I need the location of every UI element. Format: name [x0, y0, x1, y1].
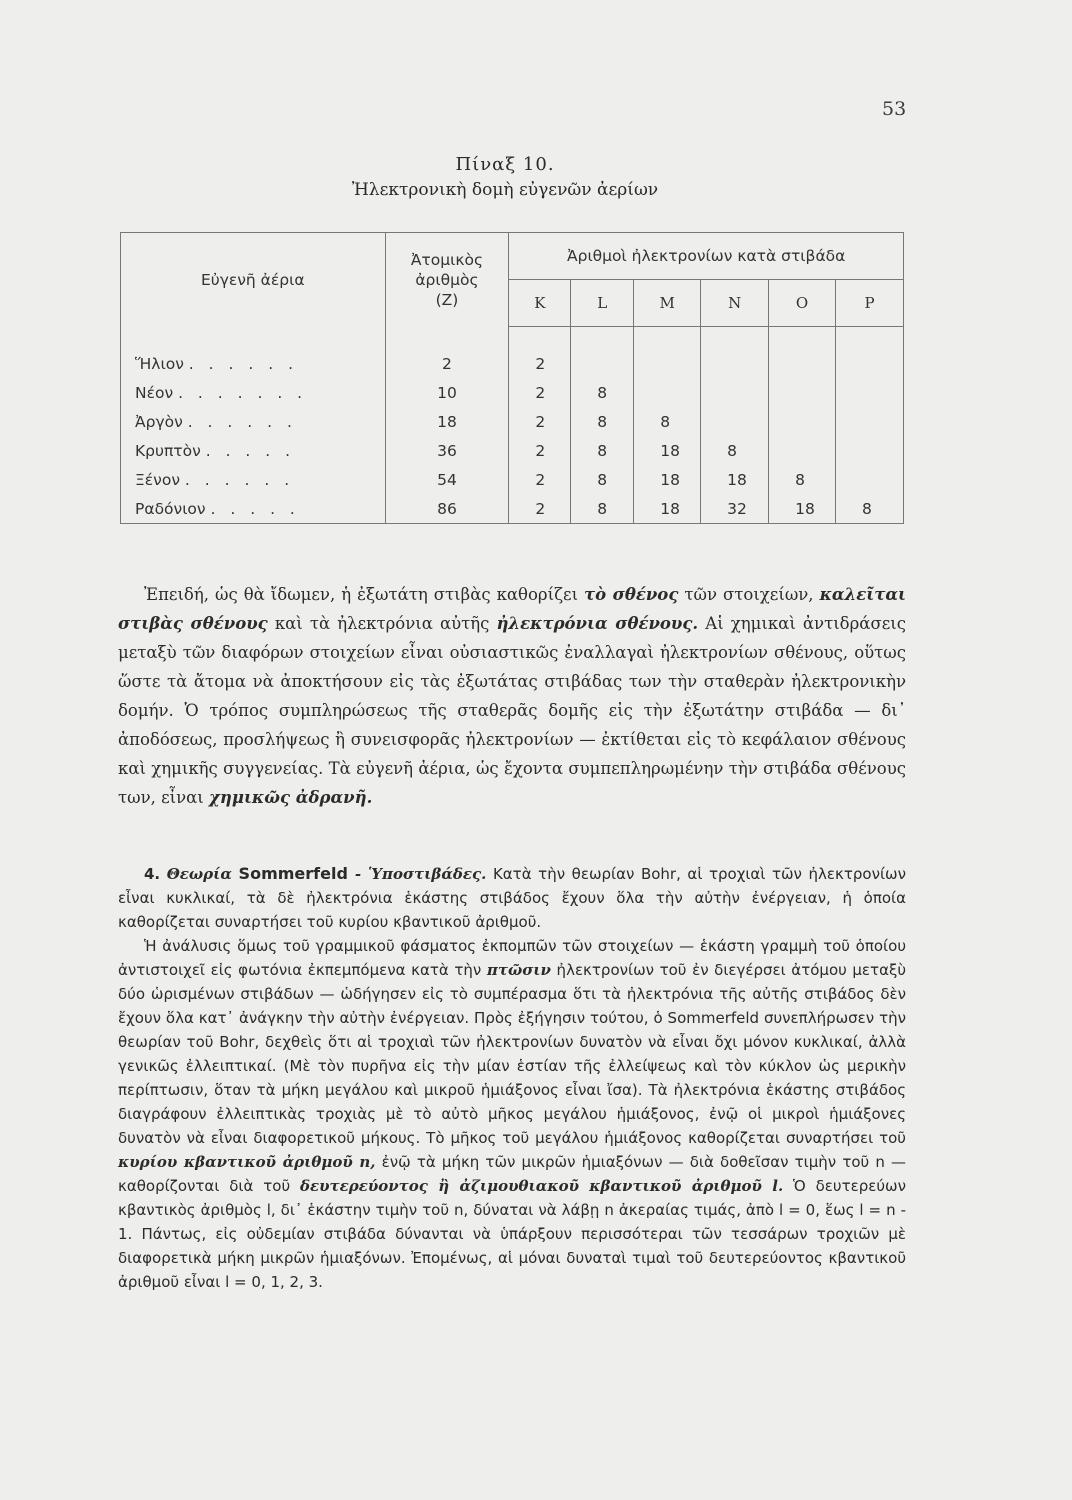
table-row: [121, 349, 904, 378]
term-valence-electrons: ἠλεκτρόνια σθένους.: [496, 614, 699, 633]
gas-name: Ραδόνιον: [135, 499, 206, 518]
gas-name-cell: [121, 494, 386, 524]
shell-count-cell: 2: [509, 407, 571, 436]
atomic-number-cell: 36: [385, 436, 509, 465]
shell-count-cell: 2: [509, 465, 571, 494]
text: καὶ τὰ ἠλεκτρόνια αὐτῆς: [267, 614, 497, 633]
shell-count-cell: 8: [571, 407, 634, 436]
gas-name: Νέον: [135, 383, 174, 402]
section-number: 4.: [144, 865, 161, 883]
shell-count-cell: 18: [634, 494, 701, 524]
shell-count-cell: [634, 378, 701, 407]
gas-name-cell: [121, 349, 386, 378]
shell-count-cell: [769, 349, 836, 378]
shell-count-cell: 18: [769, 494, 836, 524]
shell-header: Μ: [634, 280, 701, 327]
text: Κατὰ τὴν θεωρίαν Bohr, αἱ τροχιαὶ τῶν ἠλεκτρονίων εἶναι κυκλικαί, τὰ δὲ ἠλεκτρόνια ἑκάστης στιβάδος ἔχουν ὅλα τὴν αὐτὴν ἐνέργειαν, ἡ ὁποία καθορίζεται συναρτήσει τοῦ κυρίου κβαντικοῦ ἀριθμοῦ.: [118, 865, 906, 931]
shell-count-cell: 8: [701, 436, 769, 465]
shell-count-cell: [836, 436, 904, 465]
text: Αἱ χημικαὶ ἀντιδράσεις μεταξὺ τῶν διαφόρων στοιχείων εἶναι οὐσιαστικῶς ἐναλλαγαὶ ἠλεκτρονίων σθένους, οὕτως ὥστε τὰ ἄτομα νὰ ἀποκτήσουν εἰς τὰς ἐξωτάτας στιβάδας των τὴν σταθερὰν ἠλεκτρονικὴν δομήν. Ὁ τρόπος συμπληρώσεως τῆς σταθερᾶς δομῆς εἰς τὴν ἐξωτάτην στιβάδα — δι᾿ ἀποδόσεως, προσλήψεως ἢ συνεισφορᾶς ἠλεκτρονίων — ἐκτίθεται εἰς τὸ κεφάλαιον σθένους καὶ χημικῆς συγγενείας. Τὰ εὐγενῆ ἀέρια, ὡς ἔχοντα συμπεπληρωμένην τὴν στιβάδα σθένους των, εἶναι: [118, 614, 906, 807]
page-number: 53: [882, 98, 907, 120]
shell-count-cell: 8: [571, 436, 634, 465]
gas-name: Κρυπτὸν: [135, 441, 201, 460]
term-inert: χημικῶς ἀδρανῆ.: [209, 788, 373, 807]
shell-count-cell: 8: [836, 494, 904, 524]
shell-count-cell: 8: [571, 494, 634, 524]
section-title-a: Θεωρία: [166, 865, 232, 883]
atomic-number-cell: 10: [385, 378, 509, 407]
atomic-number-cell: 2: [385, 349, 509, 378]
gas-name: Ἀργὸν: [135, 412, 183, 431]
atomic-number-cell: 18: [385, 407, 509, 436]
gas-name-cell: [121, 436, 386, 465]
term-fall: πτῶσιν: [486, 961, 551, 979]
header-z-line3: (Ζ): [435, 290, 459, 309]
table-row: [121, 378, 904, 407]
shell-header: Κ: [509, 280, 571, 327]
shell-count-cell: 2: [509, 349, 571, 378]
shell-count-cell: 8: [769, 465, 836, 494]
shell-count-cell: 8: [571, 465, 634, 494]
table-subtitle: Ἠλεκτρονικὴ δομὴ εὐγενῶν ἀερίων: [351, 180, 659, 200]
shell-count-cell: 2: [509, 436, 571, 465]
atomic-number-cell: 54: [385, 465, 509, 494]
leader-dots: . . . . . . .: [178, 383, 308, 402]
shell-count-cell: 18: [701, 465, 769, 494]
text: τῶν στοιχείων,: [678, 585, 820, 604]
header-gases: Εὐγενῆ ἀέρια: [121, 233, 386, 327]
text: Ὁ δευτερεύων κβαντικὸς ἀριθμὸς l, δι᾿ ἑκάστην τιμὴν τοῦ n, δύναται νὰ λάβῃ n ἀκεραίας τιμάς, ἀπὸ l = 0, ἕως l = n - 1. Πάντως, εἰς οὐδεμίαν στιβάδα δύνανται νὰ ὑπάρξουν περισσότεραι τῶν τεσσάρων τροχιῶν μὲ διαφορετικὰ μήκη μικρῶν ἡμιαξόνων. Ἐπομένως, αἱ μόναι δυναταὶ τιμαὶ τοῦ δευτερεύοντος κβαντικοῦ ἀριθμοῦ εἶναι l = 0, 1, 2, 3.: [118, 1177, 906, 1291]
text: ἠλεκτρονίων τοῦ ἐν διεγέρσει ἀτόμου μεταξὺ δύο ὡρισμένων στιβάδων — ὡδήγησεν εἰς τὸ συμπέρασμα ὅτι τὰ ἠλεκτρόνια τῆς αὐτῆς στιβάδος δὲν ἔχουν ὅλα κατ᾿ ἀνάγκην τὴν αὐτὴν ἐνέργειαν. Πρὸς ἐξήγησιν τούτου, ὁ Sommerfeld συνεπλήρωσεν τὴν θεωρίαν τοῦ Bohr, δεχθεὶς ὅτι αἱ τροχιαὶ τῶν ἠλεκτρονίων δυνατὸν νὰ εἶναι ὄχι μόνον κυκλικαί, ἀλλὰ γενικῶς ἐλλειπτικαί. (Μὲ τὸν πυρῆνα εἰς τὴν μίαν ἑστίαν τῆς ἐλλείψεως καὶ τὸν κύκλον ὡς μερικὴν περίπτωσιν, ὅταν τὰ μήκη μεγάλου καὶ μικροῦ ἡμιάξονος εἶναι ἴσα). Τὰ ἠλεκτρόνια ἑκάστης στιβάδος διαγράφουν ἐλλειπτικὰς τροχιὰς μὲ τὸ αὐτὸ μῆκος μεγάλου ἡμιάξονος, ἐνῷ οἱ μικροὶ ἡμιάξονες δυνατὸν νὰ εἶναι διαφορετικοῦ μήκους. Τὸ μῆκος τοῦ μεγάλου ἡμιάξονος καθορίζεται συναρτήσει τοῦ: [118, 961, 907, 1147]
shell-header: Ο: [769, 280, 836, 327]
shell-count-cell: 8: [571, 378, 634, 407]
text: Ἐπειδή, ὡς θὰ ἴδωμεν, ἡ ἐξωτάτη στιβὰς καθορίζει: [144, 585, 585, 604]
header-shells: Ἀριθμοὶ ἠλεκτρονίων κατὰ στιβάδα: [509, 233, 904, 280]
noble-gases-table: [120, 232, 904, 524]
shell-count-cell: [701, 349, 769, 378]
term-azimuthal-qn: δευτερεύοντος ἢ ἀζιμουθιακοῦ κβαντικοῦ ἀριθμοῦ l.: [300, 1177, 784, 1195]
term-principal-qn: κυρίου κβαντικοῦ ἀριθμοῦ n,: [118, 1153, 376, 1171]
shell-count-cell: [769, 436, 836, 465]
table-row: [121, 407, 904, 436]
header-z-line1: Ἀτομικὸς: [410, 250, 484, 269]
shell-count-cell: 2: [509, 494, 571, 524]
term-valence: τὸ σθένος: [584, 585, 679, 604]
atomic-number-cell: 86: [385, 494, 509, 524]
gas-name-cell: [121, 407, 386, 436]
table-title: Πίναξ 10.: [455, 154, 555, 175]
leader-dots: . . . . . .: [188, 354, 298, 373]
gas-name-cell: [121, 465, 386, 494]
leader-dots: . . . . .: [205, 441, 296, 460]
shell-count-cell: [836, 407, 904, 436]
shell-count-cell: [701, 407, 769, 436]
table-row: [121, 436, 904, 465]
shell-count-cell: [769, 407, 836, 436]
shell-header: Ρ: [836, 280, 904, 327]
header-z-line2: ἀριθμὸς: [415, 270, 479, 289]
gas-name-cell: [121, 378, 386, 407]
shell-count-cell: 18: [634, 465, 701, 494]
text: Ἡ ἀνάλυσις ὅμως τοῦ γραμμικοῦ φάσματος ἐκπομπῶν τῶν στοιχείων — ἑκάστη γραμμὴ τοῦ ὁποίου ἀντιστοιχεῖ εἰς φωτόνια ἐκπεμπόμενα κατὰ τὴν: [118, 937, 906, 979]
shell-count-cell: 18: [634, 436, 701, 465]
section-sommerfeld: [118, 862, 906, 1294]
text: ἐνῷ τὰ μήκη τῶν μικρῶν ἡμιαξόνων — διὰ δοθεῖσαν τιμὴν τοῦ n — καθορίζονται διὰ τοῦ: [118, 1153, 906, 1195]
paragraph-valence: [118, 580, 906, 812]
shell-count-cell: [769, 378, 836, 407]
leader-dots: . . . . .: [210, 499, 300, 518]
shell-count-cell: [634, 349, 701, 378]
leader-dots: . . . . . .: [184, 470, 295, 489]
table-row: [121, 465, 904, 494]
shell-count-cell: [701, 378, 769, 407]
section-title-c: - Ὑποστιβάδες.: [347, 865, 487, 883]
shell-count-cell: [836, 378, 904, 407]
shell-count-cell: [571, 349, 634, 378]
header-atomic-number: [385, 233, 509, 327]
section-title-b: Sommerfeld: [238, 864, 348, 883]
gas-name: Ξένον: [135, 470, 180, 489]
shell-count-cell: 32: [701, 494, 769, 524]
shell-count-cell: 8: [634, 407, 701, 436]
shell-count-cell: [836, 465, 904, 494]
shell-header: Ν: [701, 280, 769, 327]
shell-count-cell: [836, 349, 904, 378]
shell-count-cell: 2: [509, 378, 571, 407]
leader-dots: . . . . . .: [187, 412, 297, 431]
term-valence-shell: καλεῖται στιβὰς σθένους: [118, 585, 906, 633]
table-row: [121, 494, 904, 524]
gas-name: Ἥλιον: [135, 354, 184, 373]
shell-header: L: [571, 280, 634, 327]
